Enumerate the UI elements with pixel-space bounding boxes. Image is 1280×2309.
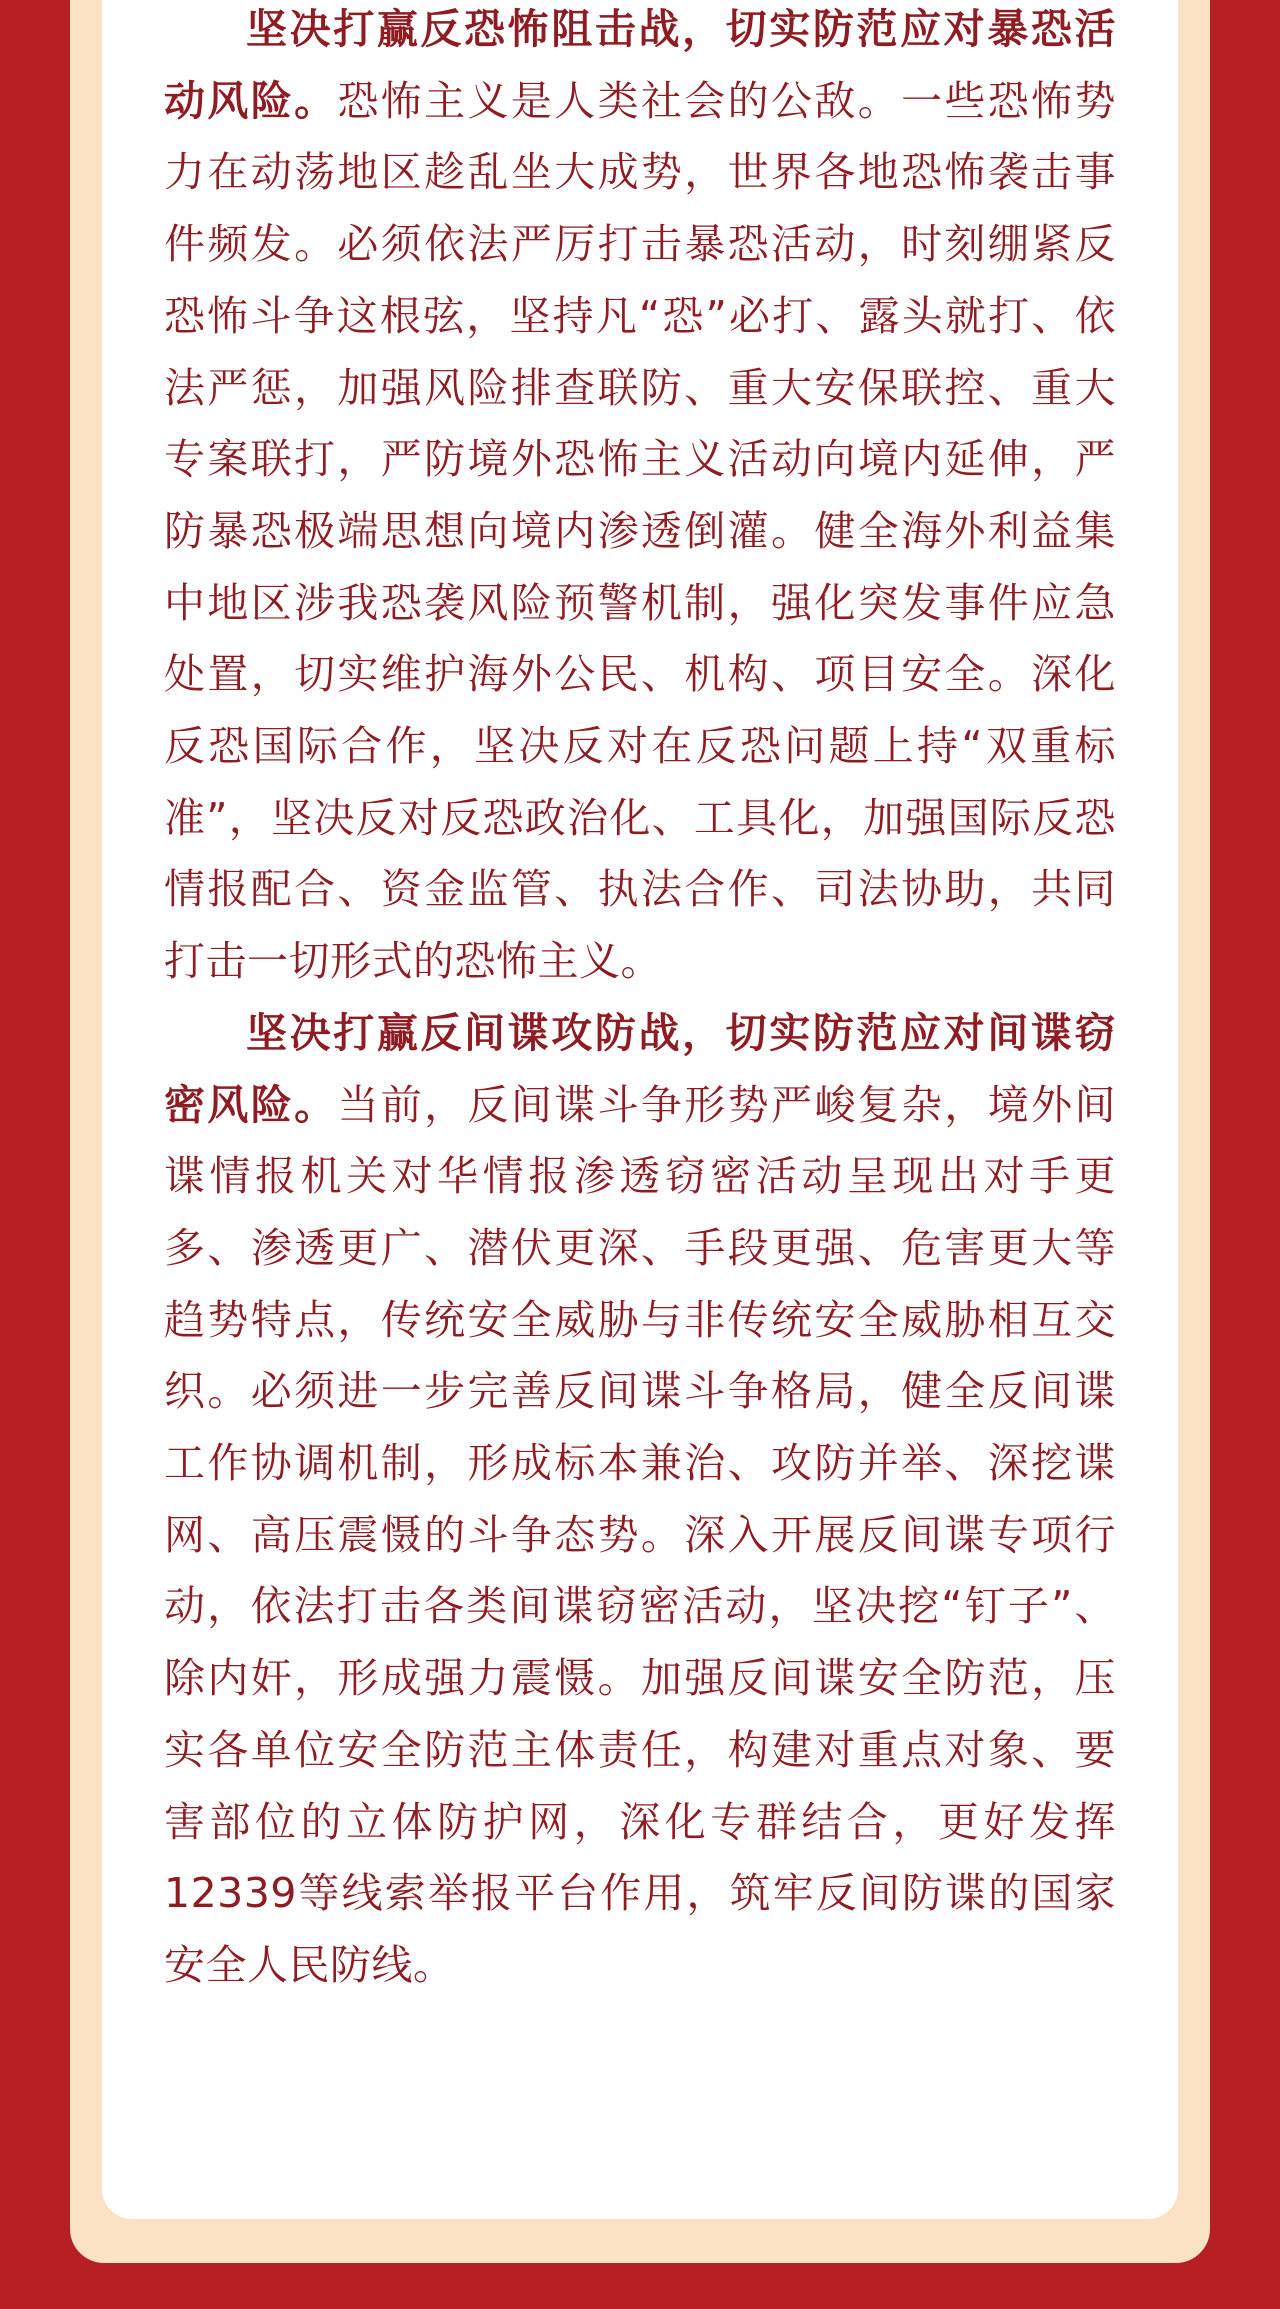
paragraph-text: 当前，反间谍斗争形势严峻复杂，境外间谍情报机关对华情报渗透窃密活动呈现出对手更多、渗透更广、潜伏更深、手段更强、危害更大等趋势特点，传统安全威胁与非传统安全威胁相互交织。必须进一步完善反间谍斗争格局，健全反间谍工作协调机制，形成标本兼治、攻防并举、深挖谍网、高压震慑的斗争态势。深入开展反间谍专项行动，依法打击各类间谍窃密活动，坚决挖“钉子”、除内奸，形成强力震慑。加强反间谍安全防范，压实各单位安全防范主体责任，构建对重点对象、要害部位的立体防护网，深化专群结合，更好发挥12339等线索举报平台作用，筑牢反间防谍的国家安全人民防线。 [164,1080,1117,1989]
paragraph-lead: 坚决打赢反恐怖阻击战，切实防范应对暴恐活动风险。 [164,5,1116,125]
paragraph-text: 恐怖主义是人类社会的公敌。一些恐怖势力在动荡地区趁乱坐大成势，世界各地恐怖袭击事件频发。必须依法严厉打击暴恐活动，时刻绷紧反恐怖斗争这根弦，坚持凡“恐”必打、露头就打、依法严惩，加强风险排查联防、重大安保联控、重大专案联打，严防境外恐怖主义活动向境内延伸，严防暴恐极端思想向境内渗透倒灌。健全海外利益集中地区涉我恐袭风险预警机制，强化突发事件应急处置，切实维护海外公民、机构、项目安全。深化反恐国际合作，坚决反对在反恐问题上持“双重标准”，坚决反对反恐政治化、工具化，加强国际反恐情报配合、资金监管、执法合作、司法协助，共同打击一切形式的恐怖主义。 [164,76,1117,986]
paragraph-lead: 坚决打赢反间谍攻防战，切实防范应对间谍窃密风险。 [164,1008,1116,1129]
article-body [164,0,1116,2002]
paragraph-counter-espionage [164,998,1116,2002]
paragraph-counter-terrorism [164,0,1116,998]
